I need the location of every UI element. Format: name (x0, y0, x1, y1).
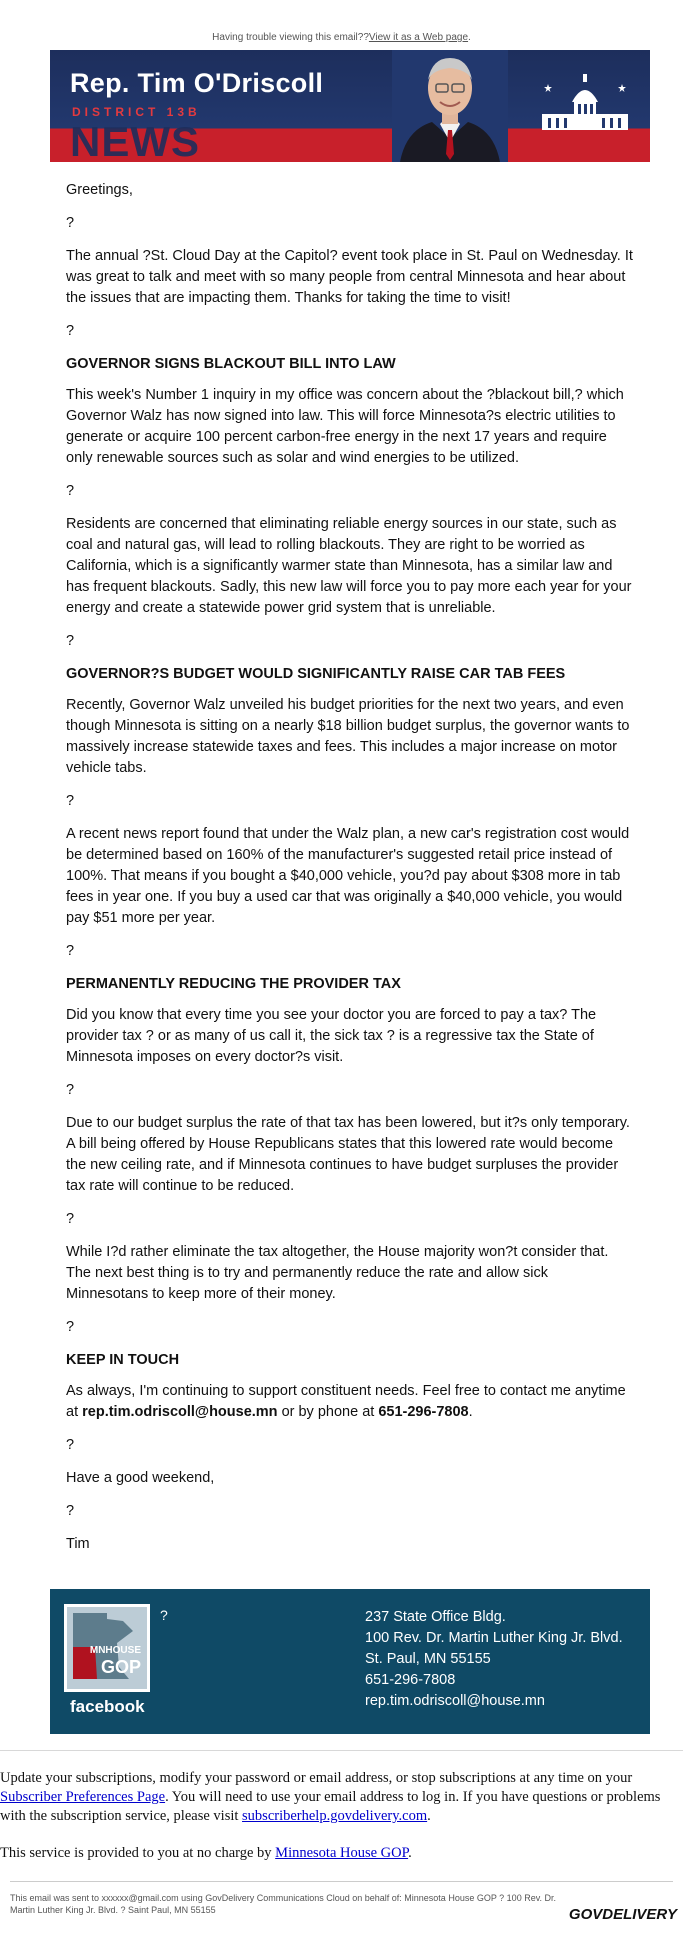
pre-header-text: Having trouble viewing this email?? (212, 32, 369, 43)
paragraph-contact (66, 1381, 634, 1423)
service-suffix: . (408, 1845, 412, 1861)
subs-text-1: Update your subscriptions, modify your password or email address, or stop subscriptions at any time on your (0, 1770, 633, 1786)
paragraph-budget-1: Recently, Governor Walz unveiled his budget priorities for the next two years, and even though Minnesota is sitting on a nearly $18 billion budget surplus, the governor wants to massively increase statewide taxes and fees. This includes a major increase on motor vehicle tabs. (66, 697, 630, 776)
service-paragraph (0, 1844, 683, 1863)
pre-header (0, 0, 683, 50)
paragraph-provider-3: While I?d rather eliminate the tax altogether, the House majority won?t consider that. The next best thing is to try and permanently reduce the rate and allow sick Minnesotans to keep more of their money. (66, 1244, 609, 1302)
subscriber-preferences-link[interactable]: Subscriber Preferences Page (0, 1789, 166, 1805)
paragraph-blackout-1: This week's Number 1 inquiry in my office was concern about the ?blackout bill,? which Governor Walz has now signed into law. This will force Minnesota?s electric utilities to generate or acquire 100 percent carbon-free energy in the next 17 years and require only renewable sources such as solar and wind energies to be utilized. (66, 387, 624, 466)
placeholder-glyph: ? (66, 323, 75, 339)
minnesota-house-gop-link[interactable]: Minnesota House GOP (275, 1845, 409, 1861)
address-line-2: 100 Rev. Dr. Martin Luther King Jr. Blvd. (365, 1630, 623, 1646)
email-container (50, 50, 650, 1734)
contact-text-1: As always, I'm continuing to support constituent needs. Feel free to contact me anytime at (66, 1383, 626, 1420)
representative-photo (392, 50, 508, 162)
paragraph-provider-2: Due to our budget surplus the rate of that tax has been lowered, but it?s only temporary. A bill being offered by House Republicans states that this lowered rate would become the new ceiling rate, and if Minnesota continues to have budget surpluses the provider tax rate will continue to be reduced. (66, 1115, 630, 1194)
paragraph-provider-1: Did you know that every time you see your doctor you are forced to pay a tax? The provider tax ? or as many of us call it, the sick tax ? is a regressive tax the State of Minnesota imposes on every doctor?s visit. (66, 1007, 597, 1065)
service-text: This service is provided to you at no charge by (0, 1845, 276, 1861)
legal-text: This email was sent to xxxxxx@gmail.com using GovDelivery Communications Cloud on behalf of: Minnesota House GOP ? 100 Rev. Dr. Martin Luther King Jr. Blvd. ? Saint Paul, MN 55155 (10, 1893, 557, 1915)
contact-email: rep.tim.odriscoll@house.mn (82, 1404, 278, 1420)
closing: Have a good weekend, (66, 1470, 215, 1486)
footer-email: rep.tim.odriscoll@house.mn (365, 1693, 545, 1709)
placeholder-glyph: ? (66, 1211, 75, 1227)
placeholder-glyph: ? (66, 943, 75, 959)
address-line-3: St. Paul, MN 55155 (365, 1651, 491, 1667)
paragraph-blackout-2: Residents are concerned that eliminating reliable energy sources in our state, such as coal and natural gas, will lead to rolling blackouts. They are right to be worried as California, which is a significantly warmer state than Minnesota, has a similar law and has frequent blackouts. Sadly, this new law will force you to pay more each year for your energy and create a statewide power grid system that is unreliable. (66, 516, 632, 616)
contact-text-2: or by phone at (277, 1404, 379, 1420)
mn-house-gop-logo[interactable] (64, 1604, 150, 1692)
heading-keep-in-touch: KEEP IN TOUCH (66, 1352, 180, 1368)
greeting: Greetings, (66, 182, 133, 198)
placeholder-glyph: ? (66, 1319, 75, 1335)
gop-logo-text: GOP (100, 1657, 141, 1677)
placeholder-glyph: ? (66, 793, 75, 809)
placeholder-glyph: ? (66, 1503, 75, 1519)
paragraph-capitol-day: The annual ?St. Cloud Day at the Capitol? event took place in St. Paul on Wednesday. It was great to talk and meet with so many people from central Minnesota and hear about the issues that are impacting them. Thanks for taking the time to visit! (66, 248, 633, 306)
footer-contact-block (50, 1589, 650, 1734)
banner-news: NEWS (70, 118, 200, 162)
footer-phone: 651-296-7808 (365, 1672, 456, 1688)
contact-phone: 651-296-7808 (378, 1404, 469, 1420)
paragraph-budget-2: A recent news report found that under the Walz plan, a new car's registration cost would be determined based on 160% of the manufacturer's suggested retail price instead of 100%. That means if you bought a $40,000 vehicle, you?d pay about $308 more in tab fees in year one. If you buy a used car that was originally a $40,000 vehicle, you would pay $51 more per year. (66, 826, 630, 926)
subscription-paragraph (0, 1769, 683, 1826)
govdelivery-logo: GOVDELIVERY (568, 1906, 677, 1923)
signature: Tim (66, 1536, 90, 1552)
email-body (50, 162, 650, 1575)
address-line-1: 237 State Office Bldg. (365, 1609, 506, 1625)
pre-header-suffix: . (468, 32, 471, 43)
legal-footer (10, 1881, 677, 1951)
facebook-link[interactable]: facebook (70, 1697, 145, 1716)
placeholder-glyph: ? (66, 215, 75, 231)
header-banner (50, 50, 650, 162)
heading-blackout-bill: GOVERNOR SIGNS BLACKOUT BILL INTO LAW (66, 356, 396, 372)
office-address (365, 1607, 623, 1712)
placeholder-glyph: ? (66, 483, 75, 499)
contact-text-3: . (468, 1404, 473, 1420)
placeholder-glyph: ? (66, 1437, 75, 1453)
subs-text-3: . (427, 1808, 431, 1824)
gop-logo-label: MNHOUSE (89, 1645, 141, 1656)
view-web-page-link[interactable]: View it as a Web page (368, 32, 469, 43)
subscriber-help-link[interactable]: subscriberhelp.govdelivery.com (242, 1808, 428, 1824)
banner-district: DISTRICT 13B (72, 105, 201, 119)
heading-car-tab-fees: GOVERNOR?S BUDGET WOULD SIGNIFICANTLY RAISE CAR TAB FEES (66, 666, 566, 682)
heading-provider-tax: PERMANENTLY REDUCING THE PROVIDER TAX (66, 976, 401, 992)
placeholder-glyph: ? (66, 1082, 75, 1098)
placeholder-glyph: ? (66, 633, 75, 649)
banner-title: Rep. Tim O'Driscoll (70, 68, 324, 98)
subs-text-2: . You will need to use your email address to log in. If you have questions or problems with the subscription service, please visit (0, 1789, 661, 1824)
capitol-icon (538, 74, 632, 130)
placeholder-glyph: ? (160, 1607, 168, 1623)
subscription-notice (0, 1750, 683, 1863)
